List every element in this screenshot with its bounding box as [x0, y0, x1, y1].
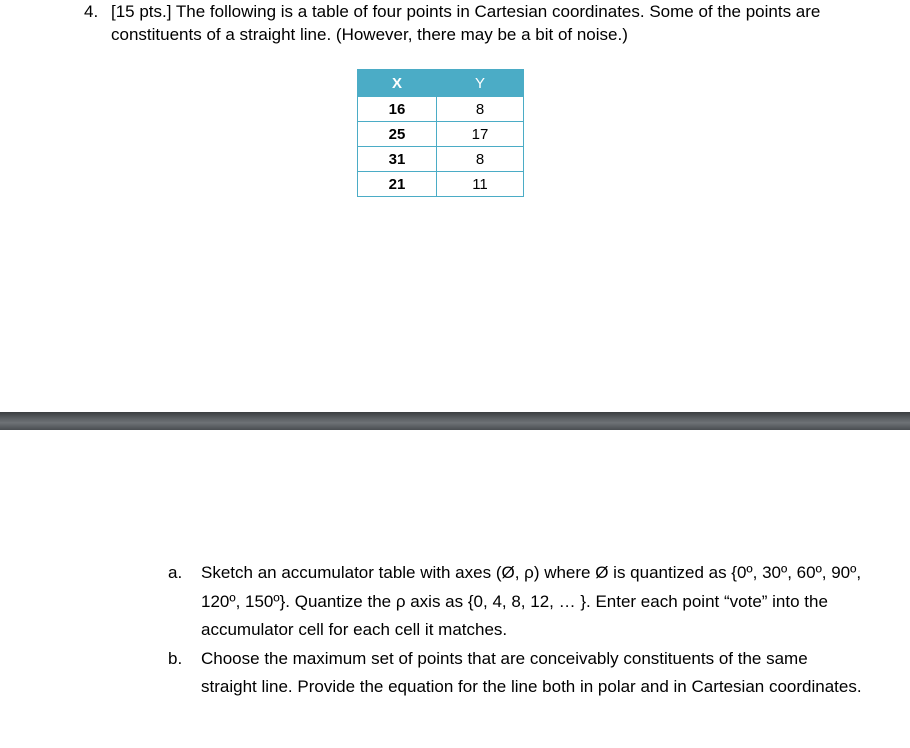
cell-y: 8 [437, 147, 524, 172]
header-y: Y [437, 70, 524, 97]
part-letter: a. [168, 563, 183, 582]
part-letter: b. [168, 648, 183, 668]
header-x: X [358, 70, 437, 97]
part-b [168, 645, 868, 702]
cell-x: 31 [358, 147, 437, 172]
table-header-row [358, 70, 524, 97]
part-text: Sketch an accumulator table with axes (Ø, ρ) where Ø is quantized as {0º, 30º, 60º, 90º, 120º, 150º}. Quantize the ρ axis as {0, 4, 8, 12, … }. Enter each point “vote” into the accumulator cell for each cell it matches. [201, 563, 862, 639]
part-a [168, 559, 868, 645]
table-row [358, 122, 524, 147]
table-row [358, 97, 524, 122]
table-row [358, 147, 524, 172]
cell-y: 8 [437, 97, 524, 122]
cell-x: 25 [358, 122, 437, 147]
question-text: [15 pts.] The following is a table of four points in Cartesian coordinates. Some of the points are constituents of a straight line. (However, there may be a bit of noise.) [111, 2, 821, 44]
points-table [357, 69, 524, 197]
part-text: Choose the maximum set of points that are conceivably constituents of the same straight line. Provide the equation for the line both in polar and in Cartesian coordinates. [201, 648, 862, 696]
table-row [358, 172, 524, 197]
question-number: 4. [84, 2, 99, 21]
section-divider [0, 412, 910, 430]
question-parts [168, 559, 868, 702]
cell-x: 21 [358, 172, 437, 197]
cell-x: 16 [358, 97, 437, 122]
cell-y: 17 [437, 122, 524, 147]
question-4 [84, 0, 894, 46]
cell-y: 11 [437, 172, 524, 197]
